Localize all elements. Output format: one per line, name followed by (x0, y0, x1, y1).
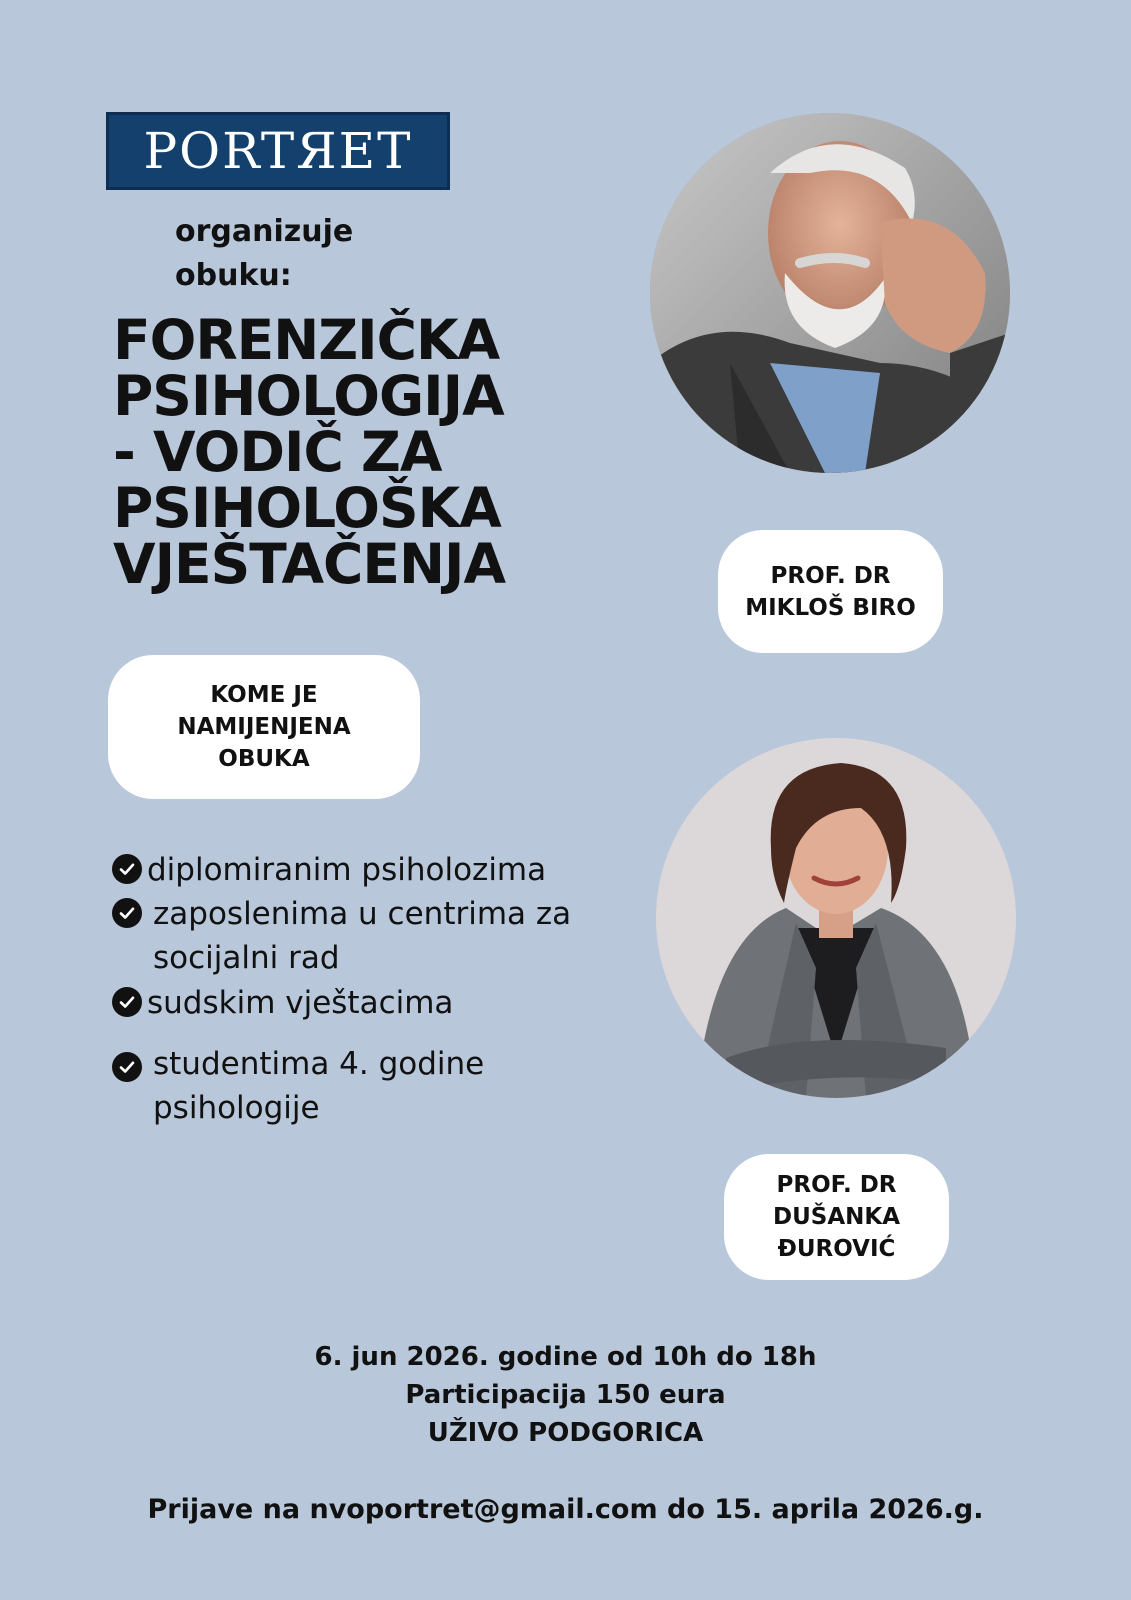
event-location: UŽIVO PODGORICA (427, 1418, 704, 1448)
check-icon (112, 854, 142, 884)
audience-heading-line-1: KOME JE (210, 682, 318, 708)
speaker-name-line-1: DUŠANKA (772, 1204, 900, 1230)
title-line-3: - VODIČ ZA (113, 420, 442, 484)
check-icon (112, 898, 142, 928)
speaker-name: MIKLOŠ BIRO (745, 594, 916, 621)
check-icon (112, 987, 142, 1017)
intro-line-2: obuku: (175, 258, 292, 293)
list-item-text-line-2: socijalni rad (153, 940, 340, 976)
portret-logo (107, 113, 449, 189)
intro-line-1: organizuje (175, 214, 354, 249)
title-line-5: VJEŠTAČENJA (113, 532, 506, 596)
event-price: Participacija 150 eura (405, 1380, 726, 1410)
title-line-1: FORENZIČKA (113, 308, 500, 372)
logo-text: PORTЯET (143, 122, 413, 180)
check-icon (112, 1052, 142, 1082)
list-item (112, 892, 571, 980)
list-item-text: sudskim vještacima (147, 985, 454, 1021)
audience-heading-line-3: OBUKA (218, 746, 310, 772)
speaker-photo-dusanka-durovic (656, 738, 1016, 1098)
title-line-4: PSIHOLOŠKA (113, 476, 501, 540)
training-title (113, 308, 583, 596)
speaker-name-pill-dusanka-durovic (724, 1154, 949, 1280)
title-line-2: PSIHOLOGIJA (113, 364, 504, 428)
speaker-title: PROF. DR (776, 1172, 897, 1198)
intro-text (175, 210, 353, 298)
list-item-text (153, 892, 571, 980)
list-item (112, 1042, 484, 1130)
list-item-text (153, 1042, 484, 1130)
list-item-text-line-1: zaposlenima u centrima za (153, 896, 572, 932)
list-item-text: diplomiranim psiholozima (147, 852, 547, 888)
audience-heading-line-2: NAMIJENJENA (177, 714, 351, 740)
list-item-text-line-1: studentima 4. godine (153, 1046, 485, 1082)
event-info (0, 1338, 1131, 1452)
audience-heading-pill (108, 655, 420, 799)
signup-text: Prijave na nvoportret@gmail.com do 15. aprila 2026.g. (147, 1494, 984, 1525)
speaker-title: PROF. DR (770, 562, 891, 589)
list-item (112, 981, 453, 1025)
event-date: 6. jun 2026. godine od 10h do 18h (314, 1342, 817, 1372)
speaker-name-line-2: ĐUROVIĆ (777, 1236, 896, 1262)
list-item (112, 848, 546, 892)
speaker-photo-miklos-biro (650, 113, 1010, 473)
list-item-text-line-2: psihologije (153, 1090, 320, 1126)
speaker-name-pill-miklos-biro (718, 530, 943, 653)
